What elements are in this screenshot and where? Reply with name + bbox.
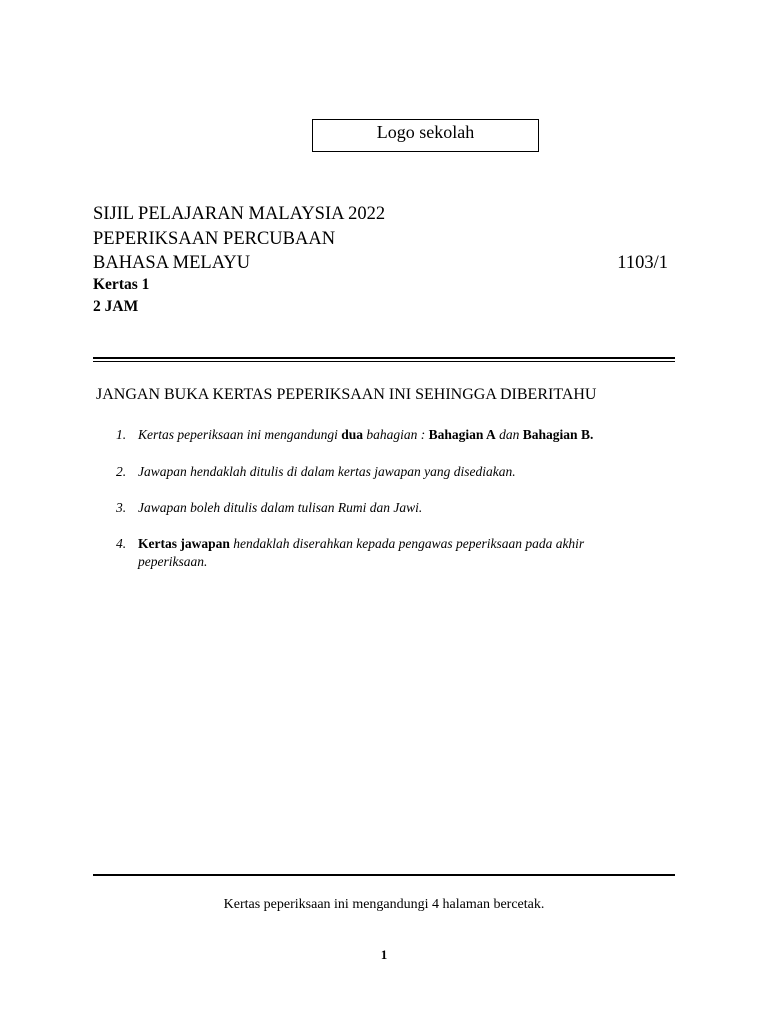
subject-code: 1103/1 xyxy=(617,253,668,273)
footer-divider xyxy=(93,874,675,876)
instruction-emphasis: dua xyxy=(341,427,364,442)
header-divider xyxy=(93,357,675,362)
logo-label: Logo sekolah xyxy=(376,122,475,142)
instruction-item xyxy=(116,463,676,481)
instruction-item xyxy=(116,499,676,517)
instruction-text: hendaklah diserahkan kepada pengawas peperiksaan pada akhir peperiksaan. xyxy=(138,536,585,569)
instruction-text: bahagian : xyxy=(363,427,429,442)
page-number: 1 xyxy=(380,947,388,962)
exam-duration: 2 JAM xyxy=(93,298,139,315)
instruction-emphasis: Bahagian A xyxy=(428,427,496,442)
warning-notice: JANGAN BUKA KERTAS PEPERIKSAAN INI SEHINGGA DIBERITAHU xyxy=(96,386,597,403)
paper-number: Kertas 1 xyxy=(93,276,150,293)
school-logo-placeholder xyxy=(312,119,539,152)
exam-title: SIJIL PELAJARAN MALAYSIA 2022 xyxy=(93,204,386,224)
instruction-text: Jawapan hendaklah ditulis di dalam kertas jawapan yang disediakan. xyxy=(138,464,516,479)
instruction-emphasis: Bahagian B. xyxy=(522,427,594,442)
instruction-item xyxy=(116,426,676,444)
page-count-note: Kertas peperiksaan ini mengandungi 4 halaman bercetak. xyxy=(223,897,545,912)
instruction-text: dan xyxy=(495,427,523,442)
instruction-number: 2. xyxy=(116,464,127,479)
instruction-number: 4. xyxy=(116,536,127,551)
instruction-emphasis: Kertas jawapan xyxy=(138,536,230,551)
instruction-number: 3. xyxy=(116,500,127,515)
instruction-item xyxy=(116,535,656,571)
instruction-number: 1. xyxy=(116,427,127,442)
instruction-text: Jawapan boleh ditulis dalam tulisan Rumi dan Jawi. xyxy=(138,500,423,515)
exam-type: PEPERIKSAAN PERCUBAAN xyxy=(93,229,336,249)
subject-name: BAHASA MELAYU xyxy=(93,253,251,273)
instruction-text: Kertas peperiksaan ini mengandungi xyxy=(138,427,342,442)
